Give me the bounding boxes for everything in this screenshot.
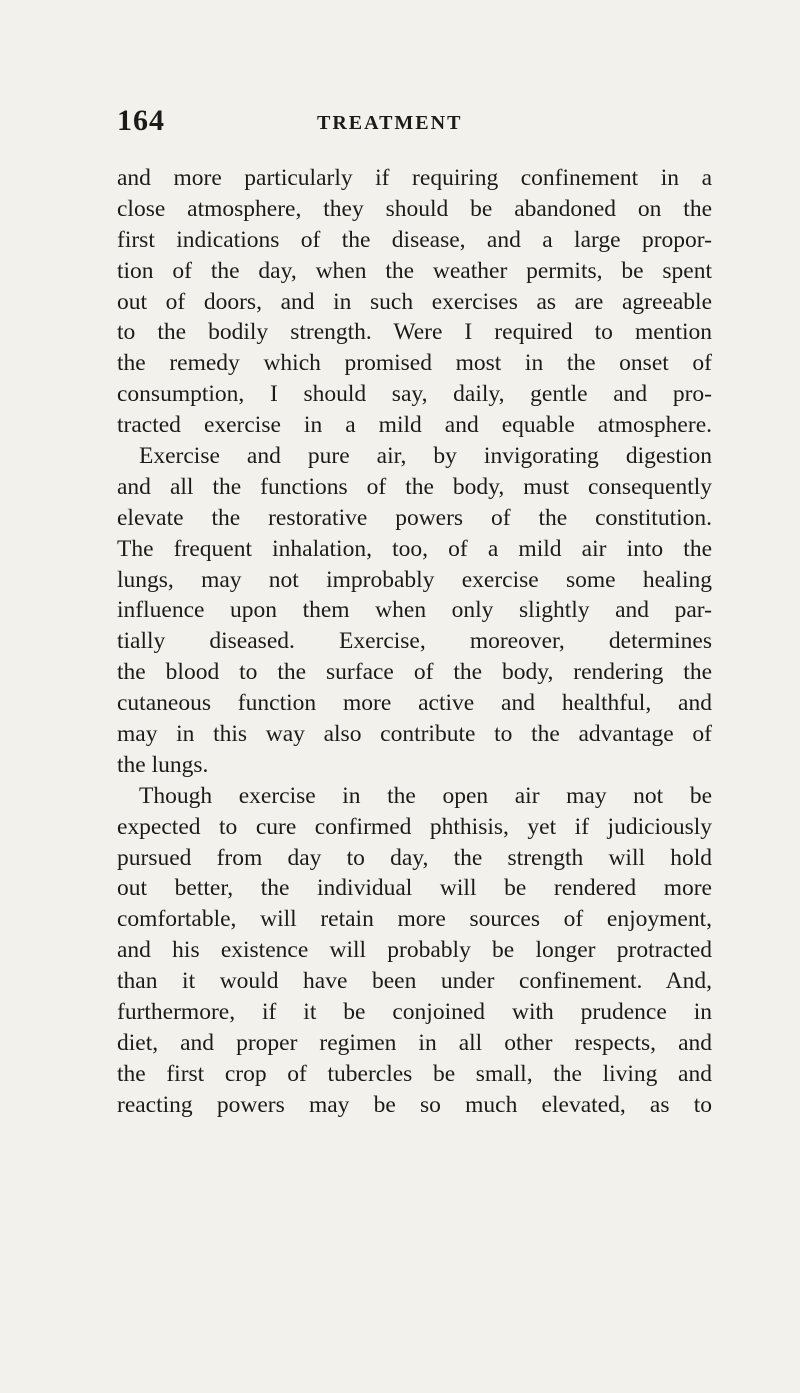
page-number: 164 bbox=[117, 104, 165, 137]
text-line: expected to cure confirmed phthisis, yet if judiciously bbox=[117, 813, 712, 840]
text-line: lungs, may not improbably exercise some healing bbox=[117, 566, 712, 593]
text-line: out of doors, and in such exercises as are agreeable bbox=[117, 288, 712, 315]
text-line: tion of the day, when the weather permits, be spent bbox=[117, 257, 712, 284]
text-line: out better, the individual will be rendered more bbox=[117, 875, 712, 902]
text-line: consumption, I should say, daily, gentle and pro- bbox=[117, 381, 712, 408]
text-line: Though exercise in the open air may not be bbox=[139, 782, 712, 809]
text-line: cutaneous function more active and healthful, and bbox=[117, 690, 712, 717]
text-line: to the bodily strength. Were I required to mention bbox=[117, 319, 712, 346]
text-line: close atmosphere, they should be abandoned on the bbox=[117, 195, 712, 222]
text-line: diet, and proper regimen in all other respects, and bbox=[117, 1029, 712, 1056]
text-line: comfortable, will retain more sources of enjoyment, bbox=[117, 906, 712, 933]
section-title: TREATMENT bbox=[317, 112, 463, 134]
text-line: tracted exercise in a mild and equable atmosphere. bbox=[117, 412, 712, 439]
text-line: pursued from day to day, the strength will hold bbox=[117, 844, 712, 871]
text-line: influence upon them when only slightly and par- bbox=[117, 597, 712, 624]
text-line: the remedy which promised most in the onset of bbox=[117, 350, 712, 377]
text-line: first indications of the disease, and a large propor- bbox=[117, 226, 712, 253]
body-text bbox=[117, 163, 712, 1121]
text-line: elevate the restorative powers of the constitution. bbox=[117, 504, 712, 531]
text-line: the blood to the surface of the body, rendering the bbox=[117, 659, 712, 686]
text-line: and more particularly if requiring confinement in a bbox=[117, 165, 712, 191]
running-head bbox=[117, 104, 712, 144]
text-line: Exercise and pure air, by invigorating digestion bbox=[139, 443, 712, 470]
text-line: the lungs. bbox=[117, 751, 209, 778]
text-line: furthermore, if it be conjoined with prudence in bbox=[117, 999, 712, 1026]
text-line: and his existence will probably be longer protracted bbox=[117, 937, 712, 964]
text-line: may in this way also contribute to the advantage of bbox=[117, 721, 712, 748]
text-line: tially diseased. Exercise, moreover, determines bbox=[117, 628, 712, 655]
text-line: and all the functions of the body, must consequently bbox=[117, 473, 712, 500]
text-line: than it would have been under confinement. And, bbox=[117, 968, 712, 995]
text-line: The frequent inhalation, too, of a mild air into the bbox=[117, 535, 712, 562]
text-line: reacting powers may be so much elevated, as to bbox=[117, 1091, 712, 1118]
text-line: the first crop of tubercles be small, the living and bbox=[117, 1060, 712, 1087]
